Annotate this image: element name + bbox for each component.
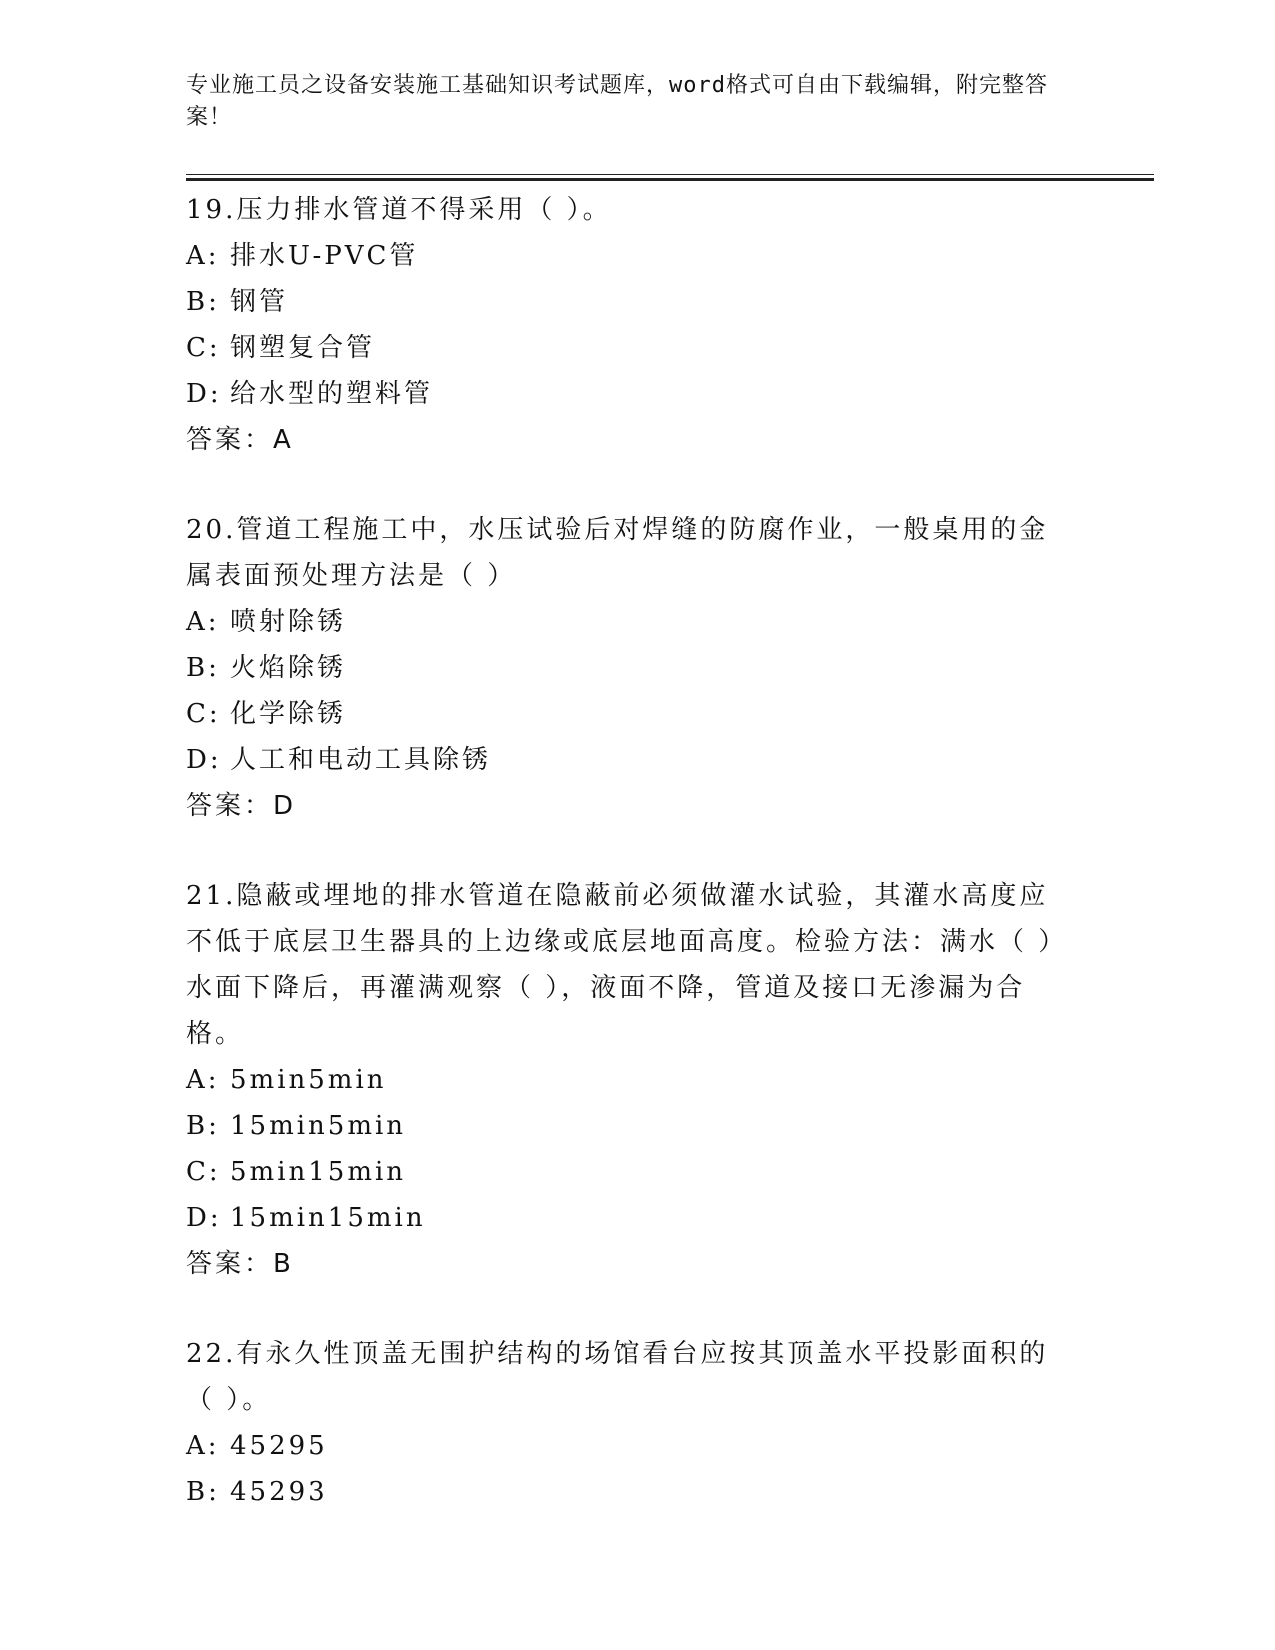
option-d — [186, 1195, 1154, 1241]
question-stem: 19.压力排水管道不得采用（ ）。 — [186, 195, 612, 225]
document-page — [186, 70, 1154, 1515]
option-d — [186, 737, 1154, 783]
question-21 — [186, 873, 1154, 1287]
option-key: B: — [186, 1111, 220, 1141]
option-key: C: — [186, 699, 221, 729]
option-key: B: — [186, 287, 220, 317]
option-a — [186, 233, 1154, 279]
option-d — [186, 371, 1154, 417]
option-text: 化学除锈 — [230, 699, 347, 729]
option-text: 45293 — [230, 1477, 328, 1507]
option-key: A: — [186, 1065, 220, 1095]
answer-line: 答案：A — [186, 425, 294, 455]
option-text: 排水U-PVC管 — [230, 241, 419, 271]
option-key: C: — [186, 333, 221, 363]
option-text: 火焰除锈 — [230, 653, 347, 683]
option-text: 15min5min — [230, 1111, 407, 1141]
option-key: A: — [186, 1431, 220, 1461]
option-text: 5min5min — [230, 1065, 387, 1095]
option-text: 给水型的塑料管 — [230, 379, 434, 409]
option-text: 钢塑复合管 — [230, 333, 376, 363]
option-key: C: — [186, 1157, 221, 1187]
option-key: B: — [186, 1477, 220, 1507]
option-key: A: — [186, 607, 220, 637]
question-stem: 22.有永久性顶盖无围护结构的场馆看台应按其顶盖水平投影面积的（ ）。 — [186, 1339, 1049, 1415]
option-key: A: — [186, 241, 220, 271]
option-b — [186, 1469, 1154, 1515]
answer-line: 答案：D — [186, 791, 297, 821]
option-a — [186, 599, 1154, 645]
option-a — [186, 1423, 1154, 1469]
header-divider — [186, 174, 1154, 181]
option-key: D: — [186, 379, 222, 409]
option-b — [186, 279, 1154, 325]
option-a — [186, 1057, 1154, 1103]
question-20 — [186, 507, 1154, 829]
option-text: 钢管 — [230, 287, 289, 317]
option-text: 人工和电动工具除锈 — [230, 745, 492, 775]
option-c — [186, 325, 1154, 371]
option-b — [186, 645, 1154, 691]
answer-line: 答案：B — [186, 1249, 294, 1279]
option-b — [186, 1103, 1154, 1149]
option-text: 15min15min — [230, 1203, 426, 1233]
option-c — [186, 691, 1154, 737]
question-stem: 21.隐蔽或埋地的排水管道在隐蔽前必须做灌水试验，其灌水高度应不低于底层卫生器具的上边缘或底层地面高度。检验方法：满水（ ）水面下降后，再灌满观察（ ），液面不降，管道及接口无渗漏为合格。 — [186, 881, 1055, 1049]
option-key: D: — [186, 1203, 222, 1233]
option-text: 45295 — [230, 1431, 328, 1461]
option-text: 5min15min — [230, 1157, 407, 1187]
option-key: D: — [186, 745, 222, 775]
question-stem: 20.管道工程施工中，水压试验后对焊缝的防腐作业，一般桌用的金属表面预处理方法是（ ） — [186, 515, 1049, 591]
document-header: 专业施工员之设备安装施工基础知识考试题库，word格式可自由下载编辑，附完整答案！ — [186, 73, 1048, 130]
option-c — [186, 1149, 1154, 1195]
option-key: B: — [186, 653, 220, 683]
option-text: 喷射除锈 — [230, 607, 347, 637]
question-22 — [186, 1331, 1154, 1515]
question-19 — [186, 187, 1154, 463]
